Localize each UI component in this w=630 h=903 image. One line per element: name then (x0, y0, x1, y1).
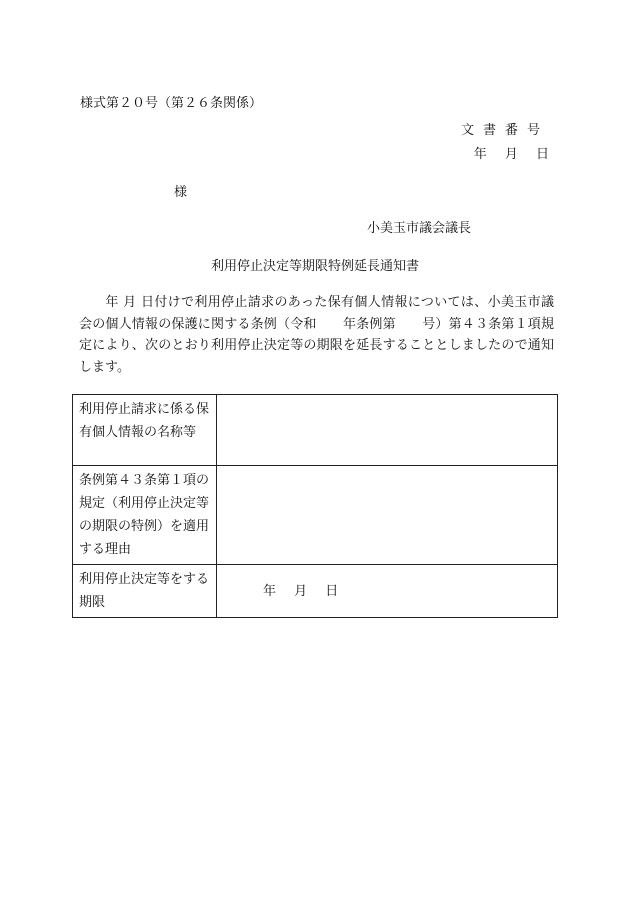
form-number: 様式第２０号（第２６条関係） (80, 96, 263, 111)
row-value-reason (217, 466, 558, 565)
document-title: 利用停止決定等期限特例延長通知書 (210, 259, 419, 274)
sender-title: 小美玉市議会議長 (366, 221, 471, 236)
row-label-reason: 条例第４３条第１項の規定（利用停止決定等の期限の特例）を適用する理由 (73, 466, 217, 565)
notice-body (79, 292, 554, 378)
row-value-info-name (217, 395, 558, 466)
issue-date-label: 年 月 日 (473, 147, 549, 162)
table-row (73, 395, 558, 466)
addressee-honorific: 様 (174, 185, 188, 200)
notice-body-text: 年 月 日付けで利用停止請求のあった保有個人情報については、小美玉市議会の個人情報の保護に関する条例（令和 年条例第 号）第４３条第１項規定により、次のとおり利用停止決定等の期限を延長することとしましたので通知します。 (79, 295, 554, 375)
row-value-deadline-date: 年 月 日 (217, 565, 558, 618)
details-table (72, 394, 558, 618)
table-row (73, 565, 558, 618)
table-row (73, 466, 558, 565)
row-label-deadline: 利用停止決定等をする期限 (73, 565, 217, 618)
row-label-info-name: 利用停止請求に係る保有個人情報の名称等 (73, 395, 217, 466)
document-number-label: 文書番号 (460, 123, 549, 138)
